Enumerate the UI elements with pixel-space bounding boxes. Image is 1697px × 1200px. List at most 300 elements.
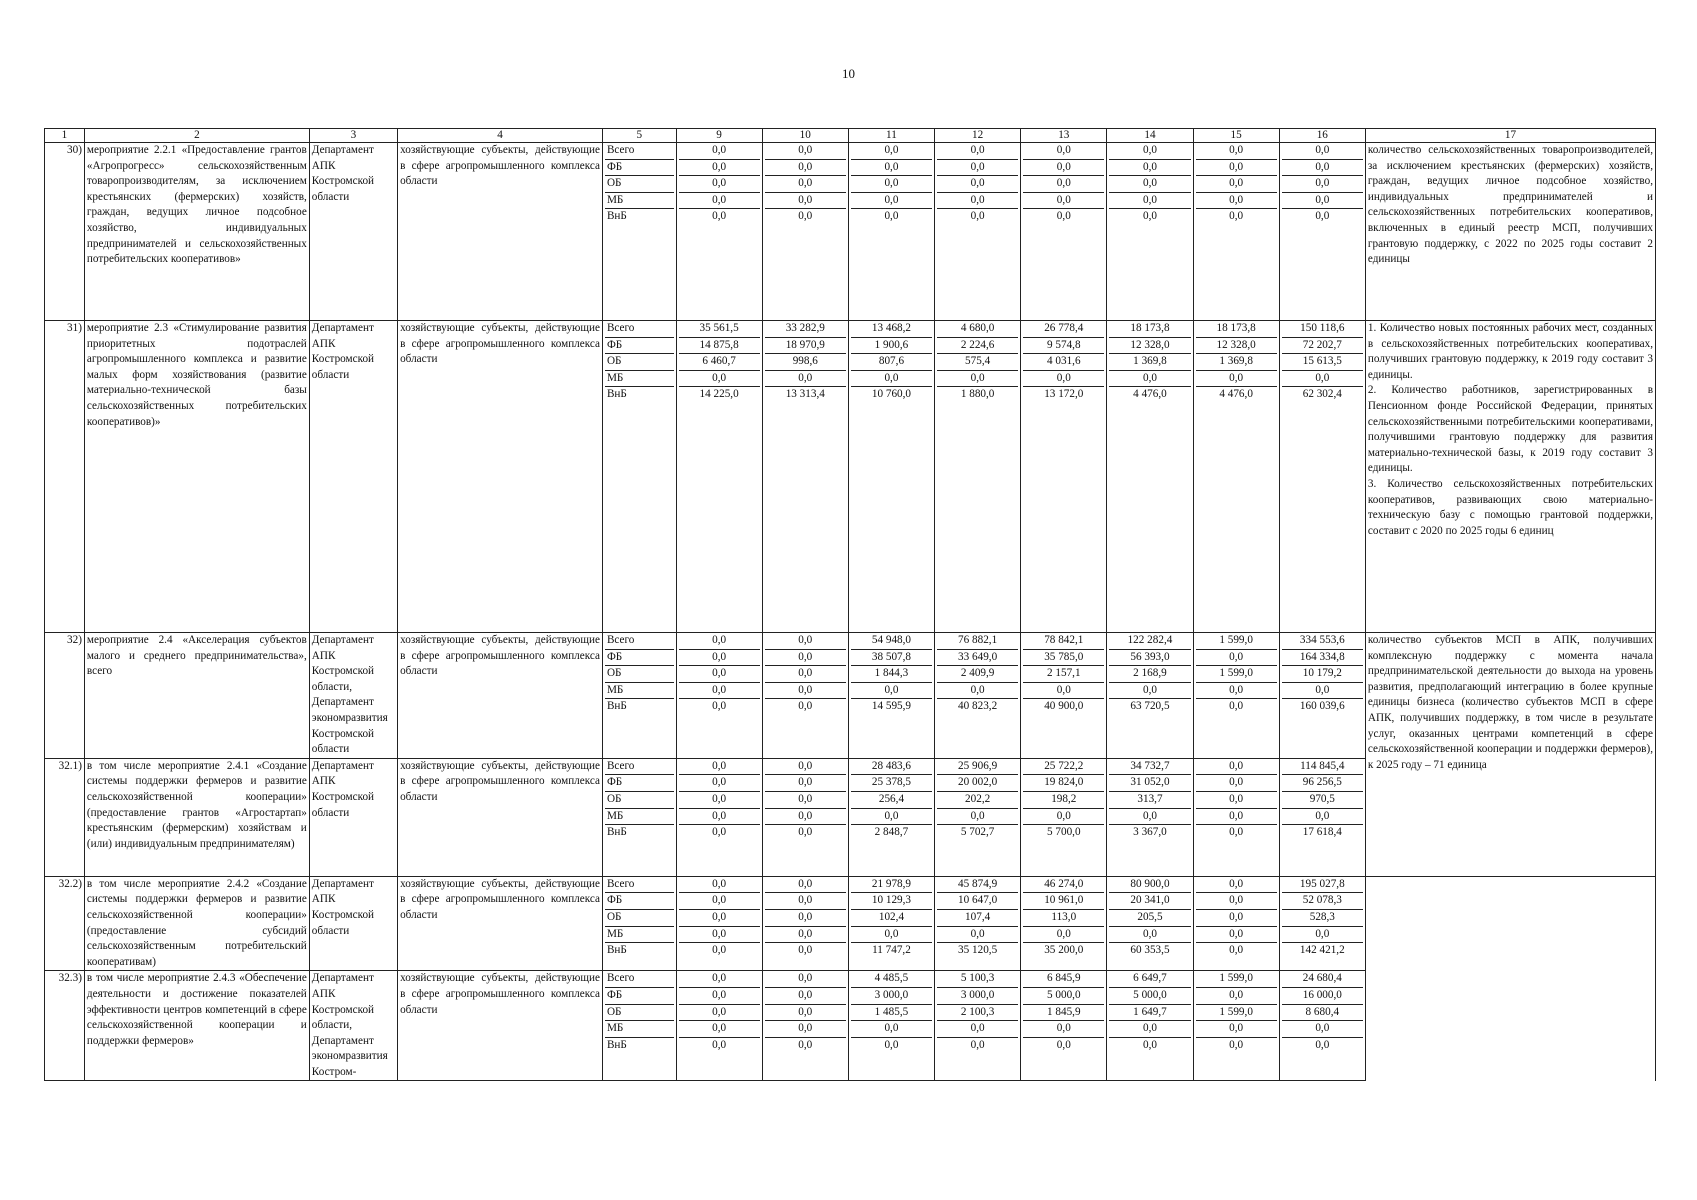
value-cell: 0,0 [679,370,760,387]
value-cell: 1 844,3 [851,666,932,683]
value-cell: 0,0 [679,987,760,1004]
value-cell: 256,4 [851,791,932,808]
value-cell: 0,0 [937,1021,1018,1038]
column-header: 12 [935,129,1021,143]
value-cell: 4 476,0 [1219,388,1253,401]
value-cell: 0,0 [1229,944,1244,957]
value-cell: 0,0 [765,926,846,943]
value-cell: 10 129,3 [851,893,932,910]
value-cell: 1 649,7 [1109,1004,1190,1021]
participants: хозяйствующие субъекты, действующие в сфере агропромышленного комплекса области [398,971,603,1081]
year-values [848,876,934,971]
value-cell: 0,0 [798,700,813,713]
value-cell: 0,0 [937,682,1018,699]
value-cell: 6 649,7 [1109,971,1190,987]
value-cell: 0,0 [851,682,932,699]
value-cell: 0,0 [1109,176,1190,193]
value-cell: 0,0 [679,159,760,176]
value-cell: 114 845,4 [1282,759,1363,775]
year-values [1193,971,1279,1081]
expected-result: 1. Количество новых постоянных рабочих мест, созданных в сельскохозяйственных потребительских кооперативах, получивших грантовую поддержку, к 2019 году составит 3 единицы. 2. Количество работников, зарегистрированных в Пенсионном фонде Российской Федерации, принятых сельскохозяйственными потребительскими кооперативами, получившими грантовую поддержку для развития материально-технической базы, к 2019 году составит 3 единицы. 3. Количество сельскохозяйственных потребительских кооперативов, развивающих свою материально-техническую базу с помощью грантовой поддержки, составит с 2020 по 2025 годы 6 единиц [1365,321,1655,633]
responsible-executor: Департамент АПК Костромской области [309,321,397,633]
value-cell: 16 000,0 [1282,987,1363,1004]
value-cell: 0,0 [1196,176,1277,193]
value-cell: 40 823,2 [958,700,998,713]
value-cell: 0,0 [1196,370,1277,387]
value-cell: 0,0 [937,192,1018,209]
value-cell: 0,0 [679,791,760,808]
year-values [762,876,848,971]
year-values [848,633,934,759]
value-cell: 25 906,9 [937,759,1018,775]
value-cell: 0,0 [970,210,985,223]
value-cell: 21 978,9 [851,877,932,893]
year-values [1021,633,1107,759]
value-cell: 1 599,0 [1196,971,1277,987]
funding-sources [602,633,676,759]
funding-source-label: Всего [605,759,674,775]
funding-source-label: ФБ [605,775,674,792]
expected-result: количество сельскохозяйственных товаропроизводителей, за исключением крестьянских (фермерских) хозяйств, граждан, ведущих личное подсобное хозяйство, индивидуальных предпринимателей и сельскохозяйственных потребительских кооперативов, включенных в единый реестр МСП, получивших грантовую поддержку, с 2022 по 2025 годы составит 2 единицы [1365,143,1655,321]
value-cell: 313,7 [1109,791,1190,808]
value-cell: 0,0 [765,759,846,775]
value-cell: 102,4 [851,909,932,926]
value-cell: 0,0 [679,633,760,649]
value-cell: 14 225,0 [699,388,739,401]
value-cell: 107,4 [937,909,1018,926]
value-cell: 0,0 [712,210,727,223]
value-cell: 0,0 [1196,159,1277,176]
row-number: 32.2) [45,876,85,971]
table-row [45,633,1656,759]
value-cell: 198,2 [1023,791,1104,808]
responsible-executor: Департамент АПК Костромской области [309,143,397,321]
value-cell: 1 900,6 [851,337,932,354]
funding-source-label: ФБ [605,893,674,910]
value-cell: 0,0 [679,192,760,209]
funding-source-label: ОБ [605,666,674,683]
year-values [1279,758,1365,876]
value-cell: 0,0 [1196,143,1277,159]
year-values [1279,876,1365,971]
participants: хозяйствующие субъекты, действующие в сфере агропромышленного комплекса области [398,143,603,321]
value-cell: 0,0 [712,826,727,839]
value-cell: 0,0 [765,192,846,209]
value-cell: 0,0 [937,370,1018,387]
value-cell: 10 179,2 [1282,666,1363,683]
value-cell: 0,0 [1196,791,1277,808]
column-header: 9 [676,129,762,143]
measure-name: мероприятие 2.4 «Акселерация субъектов малого и среднего предпринимательства», всего [84,633,309,759]
value-cell: 0,0 [937,926,1018,943]
funding-source-label: ВнБ [606,944,627,957]
value-cell: 12 328,0 [1109,337,1190,354]
value-cell: 0,0 [970,1038,985,1051]
value-cell: 113,0 [1023,909,1104,926]
column-header: 10 [762,129,848,143]
value-cell: 38 507,8 [851,649,932,666]
value-cell: 0,0 [1109,682,1190,699]
value-cell: 0,0 [765,666,846,683]
value-cell: 52 078,3 [1282,893,1363,910]
expected-result-empty [1365,876,1655,1081]
value-cell: 4 485,5 [851,971,932,987]
value-cell: 205,5 [1109,909,1190,926]
funding-source-label: ФБ [605,337,674,354]
funding-sources [602,876,676,971]
value-cell: 14 595,9 [871,700,912,713]
value-cell: 195 027,8 [1282,877,1363,893]
value-cell: 0,0 [712,700,727,713]
header-row [45,129,1656,143]
value-cell: 28 483,6 [851,759,932,775]
responsible-executor: Департамент АПК Костромской области, Департамент экономразвития Костромской области [309,633,397,759]
year-values [1107,876,1193,971]
value-cell: 2 100,3 [937,1004,1018,1021]
value-cell: 0,0 [1109,192,1190,209]
year-values [1193,758,1279,876]
value-cell: 0,0 [1282,1021,1363,1038]
value-cell: 14 875,8 [679,337,760,354]
year-values [1021,321,1107,633]
row-number: 31) [45,321,85,633]
table-body [45,143,1656,1081]
funding-source-label: ОБ [605,176,674,193]
value-cell: 2 409,9 [937,666,1018,683]
value-cell: 0,0 [679,759,760,775]
funding-source-label: ОБ [605,1004,674,1021]
value-cell: 0,0 [851,808,932,825]
value-cell: 20 002,0 [937,775,1018,792]
value-cell: 17 618,4 [1302,826,1342,839]
value-cell: 0,0 [1023,682,1104,699]
funding-source-label: ОБ [605,354,674,371]
value-cell: 2 224,6 [937,337,1018,354]
year-values [848,143,934,321]
value-cell: 60 353,5 [1130,944,1170,957]
value-cell: 0,0 [1196,192,1277,209]
row-number: 30) [45,143,85,321]
value-cell: 78 842,1 [1023,633,1104,649]
value-cell: 0,0 [1109,1021,1190,1038]
value-cell: 1 599,0 [1196,633,1277,649]
responsible-executor: Департамент АПК Костромской области [309,758,397,876]
participants: хозяйствующие субъекты, действующие в сфере агропромышленного комплекса области [398,321,603,633]
year-values [1279,971,1365,1081]
value-cell: 0,0 [1315,1038,1330,1051]
value-cell: 0,0 [679,143,760,159]
value-cell: 970,5 [1282,791,1363,808]
value-cell: 164 334,8 [1282,649,1363,666]
value-cell: 5 700,0 [1047,826,1081,839]
table-row [45,321,1656,633]
value-cell: 0,0 [851,192,932,209]
funding-source-label: МБ [605,192,674,209]
value-cell: 0,0 [798,210,813,223]
value-cell: 0,0 [679,775,760,792]
participants: хозяйствующие субъекты, действующие в сфере агропромышленного комплекса области [398,876,603,971]
year-values [676,143,762,321]
funding-source-label: Всего [605,633,674,649]
value-cell: 13 172,0 [1044,388,1084,401]
funding-source-label: ФБ [605,159,674,176]
value-cell: 0,0 [1023,192,1104,209]
year-values [935,758,1021,876]
value-cell: 0,0 [1023,143,1104,159]
value-cell: 96 256,5 [1282,775,1363,792]
value-cell: 18 970,9 [765,337,846,354]
value-cell: 575,4 [937,354,1018,371]
value-cell: 0,0 [798,944,813,957]
value-cell: 0,0 [851,370,932,387]
value-cell: 0,0 [1023,926,1104,943]
table-row [45,876,1656,971]
value-cell: 0,0 [765,971,846,987]
value-cell: 80 900,0 [1109,877,1190,893]
funding-source-label: ВнБ [606,1038,627,1051]
value-cell: 45 874,9 [937,877,1018,893]
value-cell: 0,0 [712,1038,727,1051]
value-cell: 0,0 [679,909,760,926]
value-cell: 0,0 [765,893,846,910]
value-cell: 0,0 [765,877,846,893]
row-number: 32.3) [45,971,85,1081]
value-cell: 0,0 [851,926,932,943]
value-cell: 72 202,7 [1282,337,1363,354]
value-cell: 2 157,1 [1023,666,1104,683]
value-cell: 0,0 [765,682,846,699]
value-cell: 0,0 [1196,1021,1277,1038]
value-cell: 0,0 [851,143,932,159]
value-cell: 807,6 [851,354,932,371]
value-cell: 0,0 [765,775,846,792]
value-cell: 142 421,2 [1299,944,1345,957]
funding-source-label: ФБ [605,987,674,1004]
value-cell: 62 302,4 [1302,388,1342,401]
value-cell: 0,0 [1229,700,1244,713]
value-cell: 15 613,5 [1282,354,1363,371]
value-cell: 0,0 [1196,649,1277,666]
value-cell: 0,0 [1196,759,1277,775]
year-values [935,876,1021,971]
value-cell: 0,0 [679,926,760,943]
year-values [1279,143,1365,321]
year-values [1279,321,1365,633]
funding-source-label: МБ [605,926,674,943]
value-cell: 0,0 [1109,926,1190,943]
funding-source-label: Всего [605,971,674,987]
column-header: 14 [1107,129,1193,143]
value-cell: 6 460,7 [679,354,760,371]
value-cell: 13 313,4 [785,388,825,401]
value-cell: 1 485,5 [851,1004,932,1021]
value-cell: 5 000,0 [1109,987,1190,1004]
value-cell: 35 785,0 [1023,649,1104,666]
year-values [676,633,762,759]
value-cell: 0,0 [1229,1038,1244,1051]
expected-result: количество субъектов МСП в АПК, получивших комплексную поддержку с момента начала предпринимательской деятельности до выхода на уровень развития, предполагающий интеграцию в более крупные единицы бизнеса (количество субъектов МСП в сфере АПК, получивших поддержку, в том числе в результате услуг, оказанных центрами компетенций в сфере сельскохозяйственной кооперации и поддержки фермеров), к 2025 году – 71 единица [1365,633,1655,877]
funding-sources [602,321,676,633]
funding-sources [602,143,676,321]
value-cell: 3 367,0 [1133,826,1167,839]
row-number: 32) [45,633,85,759]
value-cell: 0,0 [1023,1021,1104,1038]
value-cell: 40 900,0 [1044,700,1084,713]
value-cell: 0,0 [679,649,760,666]
value-cell: 0,0 [679,666,760,683]
column-header: 13 [1021,129,1107,143]
value-cell: 20 341,0 [1109,893,1190,910]
value-cell: 0,0 [679,971,760,987]
measure-name: мероприятие 2.2.1 «Предоставление грантов «Агропрогресс» сельскохозяйственным товаропроизводителям, за исключением крестьянских (фермерских) хозяйств, граждан, ведущих личное подсобное хозяйство, индивидуальных предпринимателей и сельскохозяйственных потребительских кооперативов» [84,143,309,321]
value-cell: 0,0 [1196,987,1277,1004]
value-cell: 46 274,0 [1023,877,1104,893]
value-cell: 0,0 [1109,808,1190,825]
value-cell: 35 120,5 [958,944,998,957]
column-header: 15 [1193,129,1279,143]
value-cell: 1 599,0 [1196,1004,1277,1021]
table-row [45,143,1656,321]
year-values [935,971,1021,1081]
funding-source-label: МБ [605,1021,674,1038]
value-cell: 528,3 [1282,909,1363,926]
value-cell: 76 882,1 [937,633,1018,649]
value-cell: 1 845,9 [1023,1004,1104,1021]
value-cell: 0,0 [1196,877,1277,893]
column-header: 11 [848,129,934,143]
value-cell: 0,0 [765,370,846,387]
participants: хозяйствующие субъекты, действующие в сфере агропромышленного комплекса области [398,633,603,759]
value-cell: 10 760,0 [871,388,912,401]
value-cell: 0,0 [937,808,1018,825]
value-cell: 0,0 [1196,775,1277,792]
value-cell: 160 039,6 [1299,700,1345,713]
funding-source-label: Всего [605,877,674,893]
column-header: 17 [1365,129,1655,143]
value-cell: 0,0 [765,159,846,176]
funding-source-label: МБ [605,370,674,387]
value-cell: 0,0 [937,176,1018,193]
value-cell: 0,0 [765,1021,846,1038]
value-cell: 4 031,6 [1023,354,1104,371]
value-cell: 0,0 [765,808,846,825]
value-cell: 1 369,8 [1109,354,1190,371]
funding-source-label: МБ [605,808,674,825]
responsible-executor: Департамент АПК Костромской области, Департамент экономразвития Костром- [309,971,397,1081]
value-cell: 0,0 [1109,159,1190,176]
value-cell: 35 561,5 [679,321,760,337]
year-values [1193,321,1279,633]
column-header: 16 [1279,129,1365,143]
funding-source-label: ОБ [605,791,674,808]
year-values [935,633,1021,759]
value-cell: 11 747,2 [872,944,911,957]
value-cell: 1 880,0 [960,388,995,401]
value-cell: 1 369,8 [1196,354,1277,371]
value-cell: 8 680,4 [1282,1004,1363,1021]
value-cell: 0,0 [1023,808,1104,825]
value-cell: 5 100,3 [937,971,1018,987]
year-values [676,971,762,1081]
value-cell: 0,0 [1282,176,1363,193]
value-cell: 63 720,5 [1130,700,1170,713]
value-cell: 4 476,0 [1133,388,1167,401]
year-values [935,143,1021,321]
value-cell: 0,0 [679,893,760,910]
page-number: 10 [842,66,855,81]
value-cell: 0,0 [798,1038,813,1051]
value-cell: 0,0 [851,159,932,176]
value-cell: 0,0 [1282,192,1363,209]
value-cell: 0,0 [1023,176,1104,193]
year-values [676,876,762,971]
funding-source-label: ОБ [605,909,674,926]
value-cell: 33 649,0 [937,649,1018,666]
year-values [762,143,848,321]
funding-source-label: Всего [605,321,674,337]
measure-name: мероприятие 2.3 «Стимулирование развития приоритетных подотраслей агропромышленного комплекса и развитие малых форм хозяйствования (развитие материально-технической базы сельскохозяйственных потребительских кооперативов)» [84,321,309,633]
value-cell: 0,0 [679,176,760,193]
participants: хозяйствующие субъекты, действующие в сфере агропромышленного комплекса области [398,758,603,876]
value-cell: 2 848,7 [874,826,909,839]
value-cell: 998,6 [765,354,846,371]
year-values [1107,758,1193,876]
value-cell: 25 378,5 [851,775,932,792]
value-cell: 31 052,0 [1109,775,1190,792]
year-values [762,758,848,876]
value-cell: 334 553,6 [1282,633,1363,649]
value-cell: 0,0 [1196,909,1277,926]
value-cell: 0,0 [1282,926,1363,943]
value-cell: 0,0 [679,682,760,699]
year-values [1107,971,1193,1081]
value-cell: 0,0 [765,633,846,649]
value-cell: 150 118,6 [1282,321,1363,337]
value-cell: 0,0 [712,944,727,957]
value-cell: 0,0 [884,1038,899,1051]
value-cell: 0,0 [679,1021,760,1038]
year-values [935,321,1021,633]
program-table [44,128,1656,1081]
value-cell: 19 824,0 [1023,775,1104,792]
year-values [1107,321,1193,633]
column-header: 5 [602,129,676,143]
value-cell: 122 282,4 [1109,633,1190,649]
column-header: 1 [45,129,85,143]
year-values [848,321,934,633]
value-cell: 5 702,7 [960,826,995,839]
value-cell: 54 948,0 [851,633,932,649]
value-cell: 0,0 [1142,210,1157,223]
year-values [1021,971,1107,1081]
year-values [1021,143,1107,321]
value-cell: 18 173,8 [1109,321,1190,337]
value-cell: 3 000,0 [937,987,1018,1004]
value-cell: 0,0 [1142,1038,1157,1051]
year-values [1107,633,1193,759]
value-cell: 5 000,0 [1023,987,1104,1004]
funding-sources [602,758,676,876]
year-values [1193,633,1279,759]
year-values [848,971,934,1081]
value-cell: 2 168,9 [1109,666,1190,683]
funding-source-label: ВнБ [606,388,627,401]
value-cell: 0,0 [1196,926,1277,943]
value-cell: 0,0 [1282,143,1363,159]
value-cell: 0,0 [765,1004,846,1021]
year-values [676,758,762,876]
value-cell: 0,0 [1229,826,1244,839]
